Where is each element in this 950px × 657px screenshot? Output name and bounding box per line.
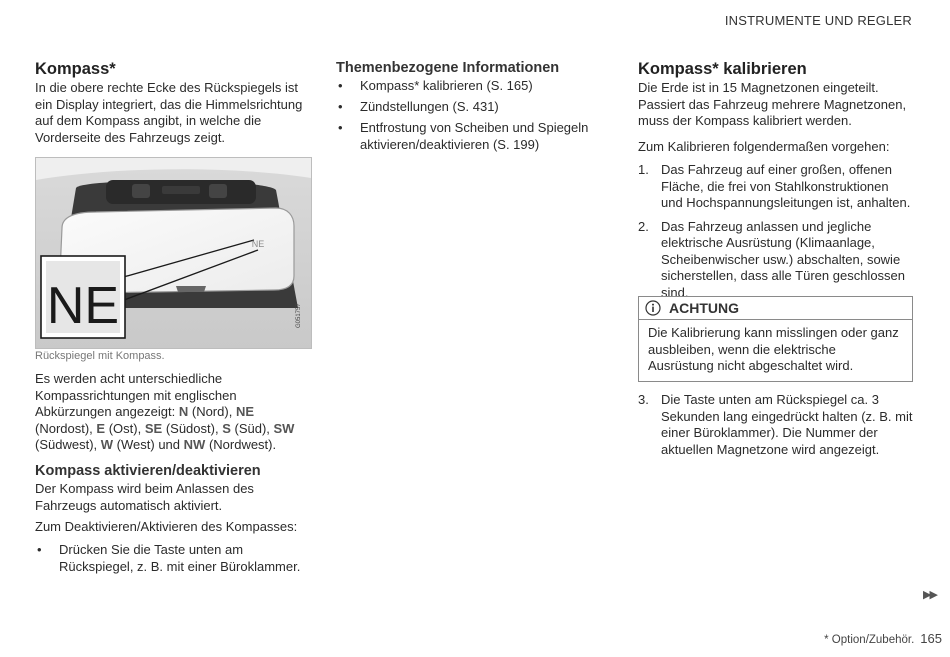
- related-info-list: [336, 78, 611, 158]
- calibrate-steps-a: [638, 162, 913, 308]
- direction-e: E (Ost),: [96, 420, 142, 436]
- mirror-figure: [35, 157, 312, 349]
- activate-paragraph-1: Der Kompass wird beim Anlassen des Fahrzeugs automatisch aktiviert.: [35, 481, 254, 513]
- option-note: * Option/Zubehör.: [824, 634, 915, 646]
- related-info-title: Themenbezogene Informationen: [336, 60, 560, 76]
- warning-text: Die Kalibrierung kann misslingen oder ganz ausbleiben, wenn die elektrische Ausrüstung nicht abgeschaltet wird.: [648, 325, 899, 373]
- direction-ne: NE (Nordost),: [35, 404, 254, 436]
- direction-se: SE (Südost),: [144, 420, 219, 436]
- warning-title: ACHTUNG: [669, 300, 739, 316]
- related-link-defrost[interactable]: • Entfrostung von Scheiben und Spiegeln aktivieren/deaktivieren (S. 199): [336, 120, 611, 153]
- mirror-ne-display: NE: [251, 239, 265, 249]
- calibrate-steps-b: [638, 392, 913, 465]
- step-item: 2. Das Fahrzeug anlassen und jegliche elektrische Ausrüstung (Klimaanlage, Scheibenwischer usw.) abschalten, sowie sicherstellen, dass alle Türen geschlossen sind.: [638, 218, 906, 300]
- warning-box: [638, 296, 913, 382]
- direction-sw: SW (Südwest),: [35, 420, 295, 452]
- step-item: 3. Die Taste unten am Rückspiegel ca. 3 Sekunden lang eingedrückt halten (z. B. mit einer Büroklammer). Die Nummer der aktuellen Magnetzone wird angezeigt.: [638, 392, 913, 457]
- direction-s: S (Süd),: [222, 420, 270, 436]
- direction-n: N (Nord),: [178, 404, 233, 419]
- related-link-ignition[interactable]: • Zündstellungen (S. 431): [336, 99, 611, 116]
- figure-caption: Rückspiegel mit Kompass.: [35, 350, 165, 362]
- calibrate-lead: Zum Kalibrieren folgendermaßen vorgehen:: [638, 139, 890, 154]
- callout-ne-text: [47, 277, 119, 335]
- list-item: • Drücken Sie die Taste unten am Rückspiegel, z. B. mit einer Büroklammer.: [35, 542, 307, 575]
- compass-title: Kompass*: [35, 60, 116, 78]
- info-icon: [645, 300, 661, 316]
- warning-header: [639, 297, 912, 320]
- related-link-calibrate[interactable]: • Kompass* kalibrieren (S. 165): [336, 78, 611, 95]
- direction-w: W (West) und: [100, 437, 181, 452]
- page-number: 165: [920, 631, 942, 646]
- figure-id: G051757: [296, 303, 302, 328]
- directions-lead: Es werden acht unterschiedliche Kompassrichtungen mit englischen Abkürzungen angezeigt:: [35, 371, 237, 419]
- page-footer: [824, 631, 942, 646]
- mirror-illustration: [36, 158, 311, 348]
- calibrate-intro: Die Erde ist in 15 Magnetzonen eingeteilt. Passiert das Fahrzeug mehrere Magnetzonen, muss der Kompass kalibriert werden.: [638, 80, 907, 128]
- compass-intro: In die obere rechte Ecke des Rückspiegels ist ein Display integriert, das die Himmelsrichtung auf dem Kompass angibt, in welche die Vorderseite des Fahrzeugs zeigt.: [35, 80, 303, 145]
- step-item: 1. Das Fahrzeug auf einer großen, offenen Fläche, die frei von Stahlkonstruktionen und Hochspannungsleitungen ist, anhalten.: [638, 162, 911, 210]
- next-page-icon: ▶▶: [923, 589, 936, 601]
- direction-nw: NW (Nordwest).: [183, 437, 277, 452]
- activate-steps: [35, 542, 307, 580]
- activate-paragraph-2: Zum Deaktivieren/Aktivieren des Kompasses:: [35, 519, 298, 534]
- activate-subheading: Kompass aktivieren/deaktivieren: [35, 463, 261, 479]
- svg-text:NE: NE: [46, 277, 120, 335]
- directions-paragraph: [35, 371, 307, 454]
- section-header: INSTRUMENTE UND REGLER: [724, 13, 912, 28]
- calibrate-title: Kompass* kalibrieren: [638, 60, 807, 78]
